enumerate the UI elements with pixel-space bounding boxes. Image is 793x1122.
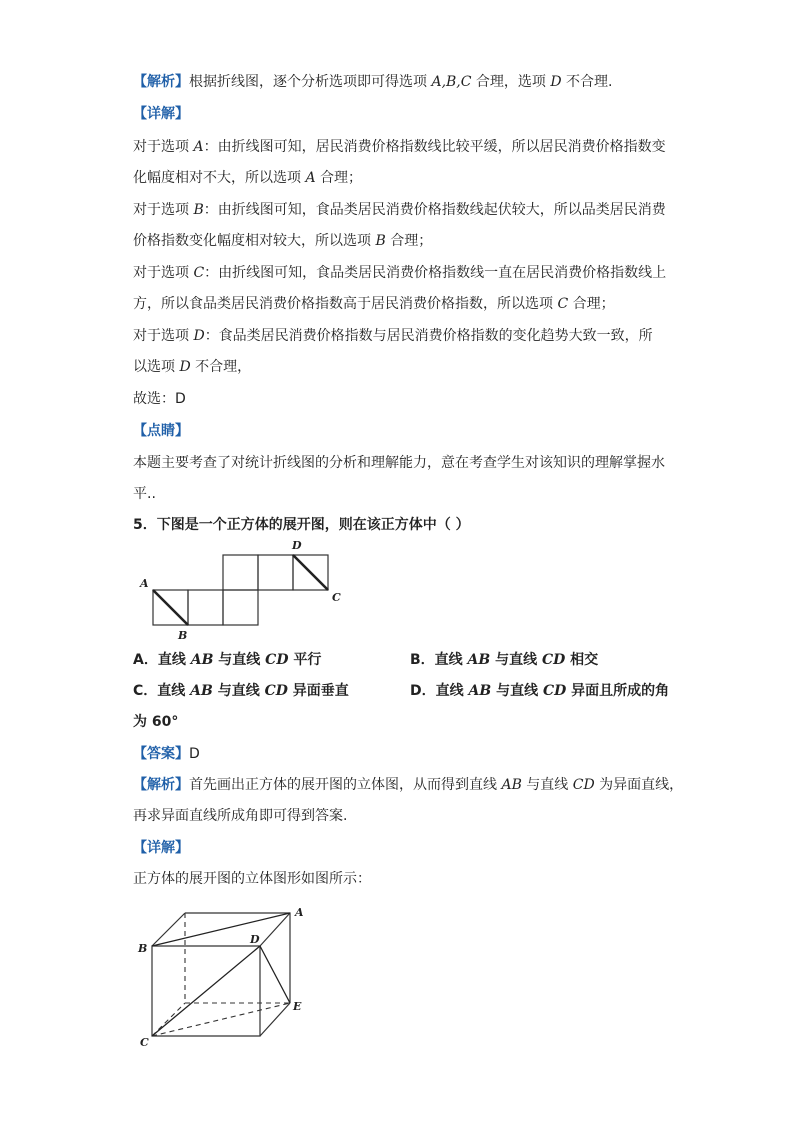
cube-edge bbox=[152, 913, 185, 946]
analysis5-line1: 【解析】首先画出正方体的展开图的立体图，从而得到直线 AB 与直线 CD 为异面直线， bbox=[133, 777, 684, 793]
comment-line2: 平.. bbox=[133, 486, 156, 502]
option-b-line1: 对于选项 B：由折线图可知，食品类居民消费价格指数线起伏较大，所以品类居民消费 bbox=[133, 202, 666, 218]
cube-edge bbox=[260, 913, 290, 946]
comment-line1: 本题主要考查了对统计折线图的分析和理解能力，意在考查学生对该知识的理解掌握水 bbox=[133, 455, 665, 471]
cube-edge bbox=[260, 1003, 290, 1036]
comment-tag: 【点睛】 bbox=[133, 423, 189, 439]
choice-d-continued: 为 60° bbox=[133, 714, 179, 730]
segment-de bbox=[260, 946, 290, 1003]
option-d-line1: 对于选项 D：食品类居民消费价格指数与居民消费价格指数的变化趋势大致一致，所 bbox=[133, 328, 653, 344]
analysis-line bbox=[133, 72, 613, 92]
analysis-text: 不合理. bbox=[561, 74, 613, 90]
net-label-c: C bbox=[332, 591, 341, 604]
choice-a[interactable]: A．直线 AB 与直线 CD 平行 bbox=[133, 652, 322, 668]
option-a-line1: 对于选项 A：由折线图可知，居民消费价格指数线比较平缓，所以居民消费价格指数变 bbox=[133, 139, 666, 155]
choice-d[interactable]: D．直线 AB 与直线 CD 异面且所成的角 bbox=[410, 683, 670, 699]
option-a-line2: 化幅度相对不大，所以选项 A 合理； bbox=[133, 170, 363, 186]
segment-dc bbox=[293, 555, 328, 590]
analysis5-tag: 【解析】 bbox=[133, 777, 189, 793]
answer-tag: 【答案】 bbox=[133, 746, 189, 762]
net-square bbox=[188, 590, 223, 625]
net-label-b: B bbox=[178, 629, 188, 642]
analysis-tag: 【解析】 bbox=[133, 74, 189, 90]
answer-line bbox=[133, 744, 200, 764]
segment-ba bbox=[152, 913, 290, 946]
cube-label-a: A bbox=[295, 906, 304, 919]
detail5-text: 正方体的展开图的立体图形如图所示： bbox=[133, 871, 371, 887]
cube-net-diagram bbox=[130, 535, 360, 645]
cube-back-edges bbox=[185, 913, 290, 1003]
option-b-line2: 价格指数变化幅度相对较大，所以选项 B 合理； bbox=[133, 233, 433, 249]
net-square bbox=[258, 555, 293, 590]
cube-label-c: C bbox=[140, 1036, 149, 1049]
segment-ab bbox=[153, 590, 188, 625]
analysis-text: 合理，选项 bbox=[471, 74, 551, 90]
choice-c[interactable]: C．直线 AB 与直线 CD 异面垂直 bbox=[133, 683, 349, 699]
detail-tag: 【详解】 bbox=[133, 106, 189, 122]
cube-diagonals bbox=[152, 913, 290, 1036]
option-c-line2: 方，所以食品类居民消费价格指数高于居民消费价格指数，所以选项 C 合理； bbox=[133, 296, 615, 312]
cube-label-b: B bbox=[138, 942, 148, 955]
net-label-a: A bbox=[140, 577, 149, 590]
detail5-tag: 【详解】 bbox=[133, 840, 189, 856]
segment-cd bbox=[152, 946, 260, 1036]
net-label-d: D bbox=[292, 539, 302, 552]
option-c-line1: 对于选项 C：由折线图可知，食品类居民消费价格指数线一直在居民消费价格指数线上 bbox=[133, 265, 667, 281]
math-abc: A,B,C bbox=[431, 74, 472, 90]
option-d-line2: 以选项 D 不合理， bbox=[133, 359, 252, 375]
choice-b[interactable]: B．直线 AB 与直线 CD 相交 bbox=[410, 652, 599, 668]
cube-label-e: E bbox=[293, 1000, 302, 1013]
analysis-text: 根据折线图，逐个分析选项即可得选项 bbox=[189, 74, 432, 90]
answer-value: D bbox=[189, 746, 200, 762]
question-5-stem: 5．下图是一个正方体的展开图，则在该正方体中（ ） bbox=[133, 517, 470, 533]
cube-hidden-edges bbox=[152, 913, 290, 1036]
analysis5-line2: 再求异面直线所成角即可得到答案. bbox=[133, 808, 348, 824]
choice-line: 故选：D bbox=[133, 391, 186, 407]
net-square bbox=[223, 590, 258, 625]
math-d: D bbox=[550, 74, 562, 90]
cube-3d-diagram bbox=[130, 898, 320, 1053]
cube-solid-edges bbox=[152, 913, 290, 1036]
cube-label-d: D bbox=[250, 933, 260, 946]
net-square bbox=[223, 555, 258, 590]
